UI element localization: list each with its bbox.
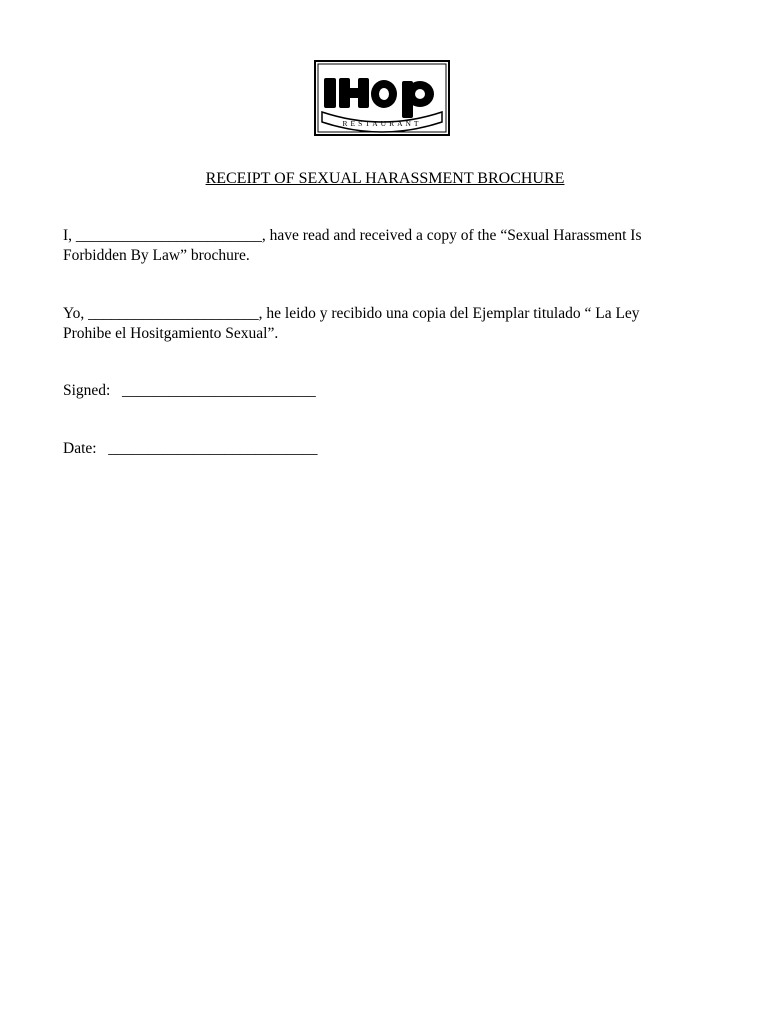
english-acknowledgement (63, 226, 703, 266)
spanish-line-1: Yo, ______________________, he leido y recibido una copia del Ejemplar titulado “ La Ley (63, 305, 640, 322)
date-row (63, 439, 317, 459)
spanish-line-2: Prohibe el Hositgamiento Sexual”. (63, 325, 279, 342)
english-line-1: I, ________________________, have read and received a copy of the “Sexual Harassment Is (63, 227, 642, 244)
signed-row (63, 381, 316, 401)
signed-label: Signed: (63, 382, 111, 399)
english-line-2: Forbidden By Law” brochure. (63, 247, 250, 264)
logo-subtitle: RESTAURANT (342, 119, 422, 128)
date-blank[interactable]: ___________________________ (108, 440, 318, 457)
ihop-restaurant-logo (314, 60, 450, 136)
spanish-acknowledgement (63, 304, 703, 344)
date-label: Date: (63, 440, 97, 457)
document-title: RECEIPT OF SEXUAL HARASSMENT BROCHURE (205, 170, 565, 187)
signature-blank[interactable]: _________________________ (122, 382, 316, 399)
